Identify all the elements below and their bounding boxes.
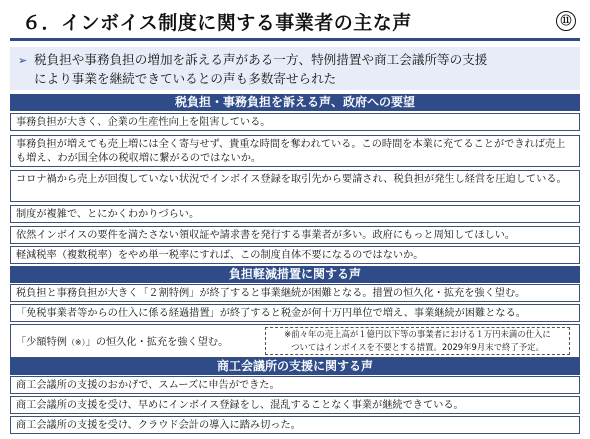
- small-amount-request: 」の恒久化・拡充を強く望む。: [85, 337, 229, 348]
- list-item: 軽減税率（複数税率）をやめ単一税率にすれば、この制度自体不要になるのではないか。: [10, 246, 580, 264]
- list-item: 商工会議所の支援を受け、クラウド会計の導入に踏み切った。: [10, 416, 580, 434]
- small-amount-text: [16, 336, 228, 350]
- summary-box: [10, 47, 580, 90]
- title-underline: [10, 38, 580, 41]
- list-item: 税負担と事務負担が大きく「２割特例」が終了すると事業継続が困難となる。措置の恒久化・拡充を強く望む。: [10, 284, 580, 302]
- summary-line-1: [18, 51, 574, 70]
- list-item: 制度が複雑で、とにかくわかりづらい。: [10, 205, 580, 223]
- footnote-box: [265, 327, 570, 355]
- section-header-support: 商工会議所の支援に関する声: [10, 358, 580, 375]
- list-item: 事務負担が大きく、企業の生産性向上を阻害している。: [10, 113, 580, 131]
- summary-text-1: 税負担や事務負担の増加を訴える声がある一方、特例措置や商工会議所等の支援: [34, 52, 488, 67]
- summary-line-2: により事業を継続できているとの声も多数寄せられた: [34, 71, 337, 86]
- section-header-relief: 負担軽減措置に関する声: [10, 266, 580, 283]
- list-item: 商工会議所の支援を受け、早めにインボイス登録をし、混乱することなく事業が継続できている。: [10, 396, 580, 414]
- list-item: 商工会議所の支援のおかげで、スムーズに申告ができた。: [10, 376, 580, 394]
- note-mark: （※）: [66, 338, 86, 347]
- list-item: 「免税事業者等からの仕入に係る経過措置」が終了すると税金が何十万円単位で増え、事業継続が困難となる。: [10, 304, 580, 322]
- arrow-right-icon: ➢: [18, 54, 28, 67]
- list-item-small-amount: [10, 324, 580, 358]
- list-item: 事務負担が増えても売上増には全く寄与せず、貴重な時間を奪われている。この時間を本業に充てることができれば売上も増え、わが国全体の税収増に繋がるのではないか。: [10, 135, 580, 167]
- list-item: 依然インボイスの要件を満たさない領収証や請求書を発行する事業者が多い。政府にもっと周知してほしい。: [10, 226, 580, 244]
- footnote-line-1: ※前々年の売上高が１億円以下等の事業者における１万円未満の仕入に: [284, 329, 551, 339]
- small-amount-label: 「少額特例: [16, 337, 67, 348]
- page-number: ⑪: [556, 11, 576, 31]
- list-item: コロナ禍から売上が回復していない状況でインボイス登録を取引先から要請され、税負担が発生し経営を圧迫している。: [10, 170, 580, 202]
- footnote-line-2: ついてはインボイスを不要とする措置。2029年9月末で終了予定。: [291, 342, 544, 352]
- section-header-burden: 税負担・事務負担を訴える声、政府への要望: [10, 94, 580, 111]
- page-title: ６．インボイス制度に関する事業者の主な声: [22, 12, 412, 34]
